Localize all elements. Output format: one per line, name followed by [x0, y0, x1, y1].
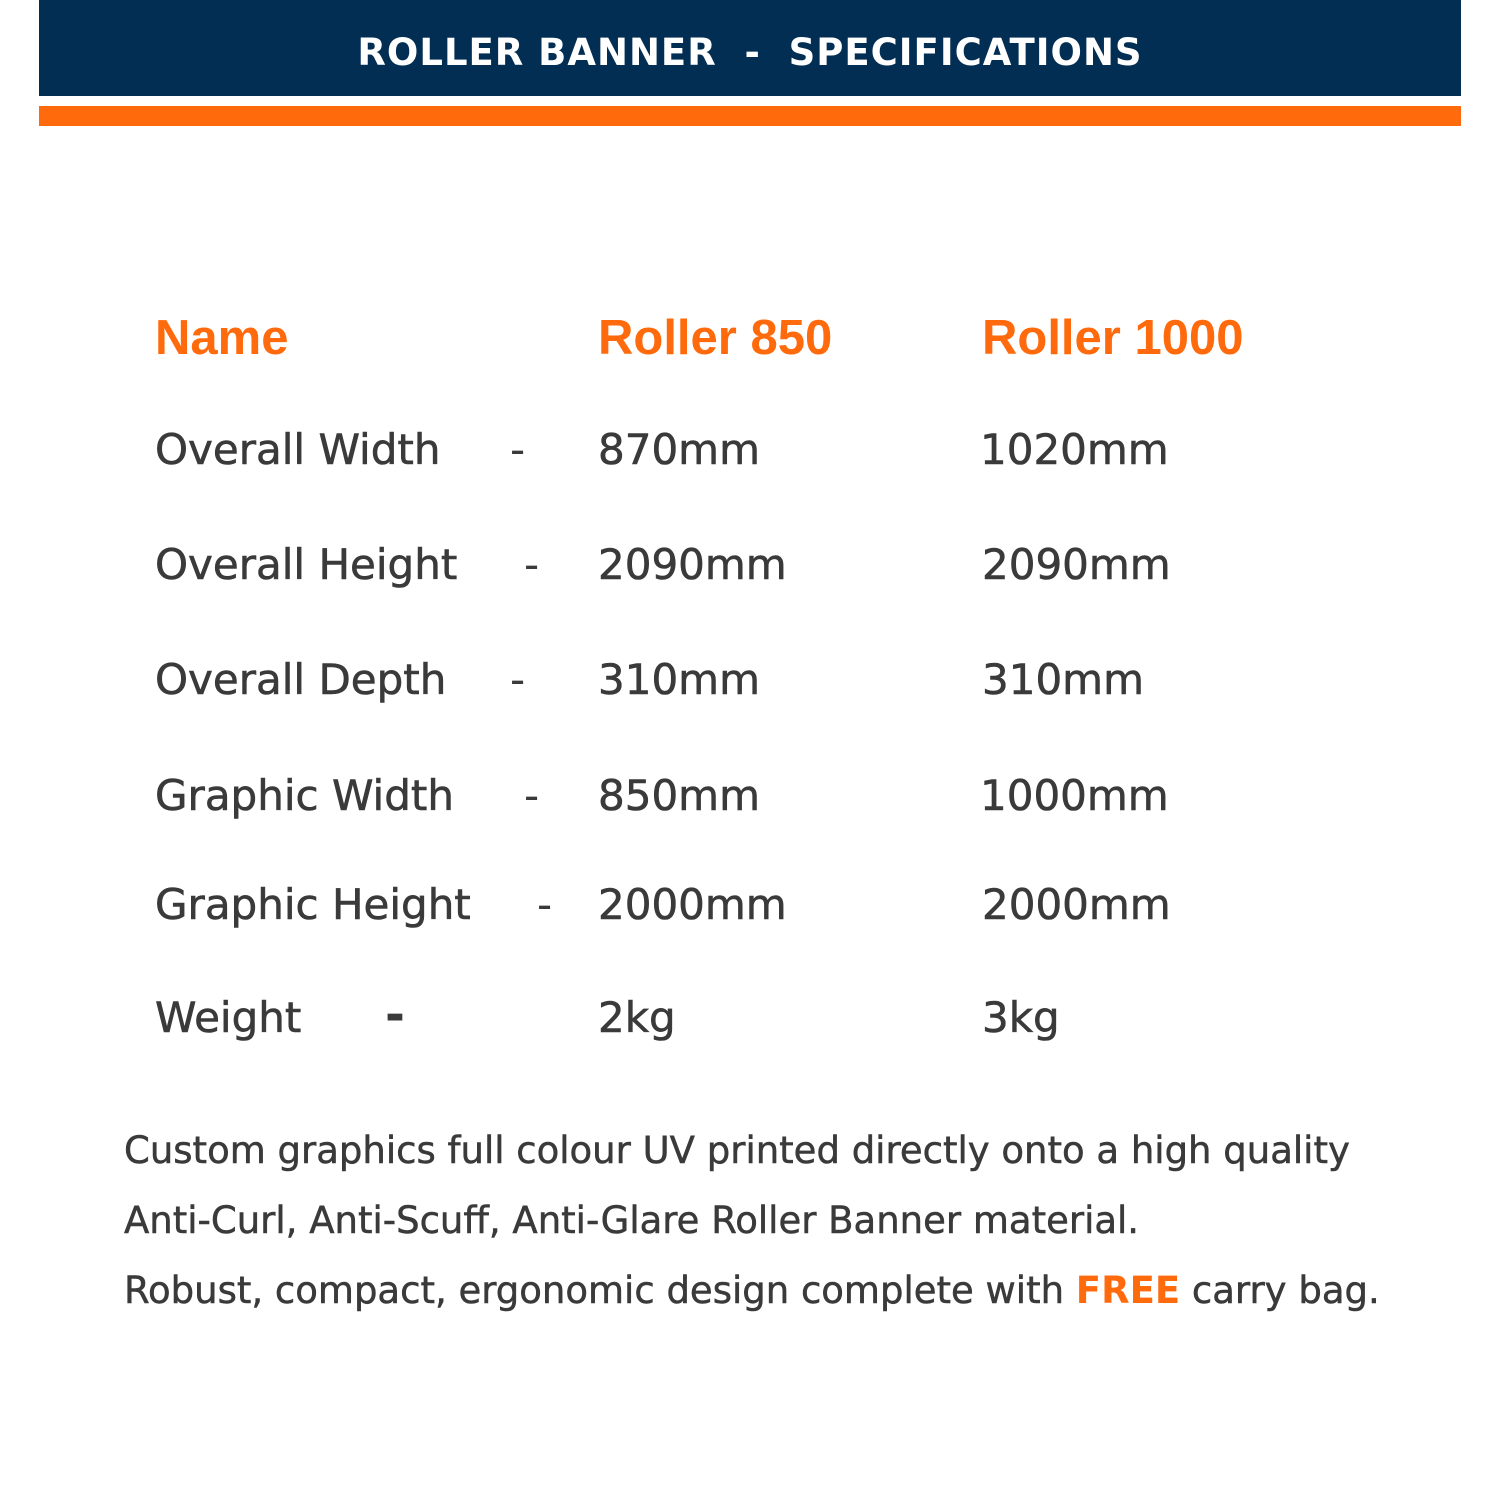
value-roller-1000-graphic-height: 2000mm	[982, 880, 1171, 929]
value-roller-1000-overall-width: 1020mm	[980, 425, 1169, 474]
column-header-roller-850: Roller 850	[598, 311, 833, 365]
row-separator: -	[537, 880, 553, 929]
description-line-3	[124, 1269, 1380, 1312]
row-separator: -	[510, 655, 526, 704]
description-line-3-text: Robust, compact, ergonomic design complete with	[124, 1269, 1076, 1312]
row-separator: -	[524, 540, 540, 589]
value-roller-1000-overall-depth: 310mm	[982, 655, 1144, 704]
description-line-2: Anti-Curl, Anti-Scuff, Anti-Glare Roller Banner material.	[124, 1199, 1140, 1242]
value-roller-1000-weight: 3kg	[982, 993, 1060, 1042]
row-label-graphic-width: Graphic Width	[155, 771, 454, 820]
header-banner	[39, 0, 1461, 96]
row-label-overall-depth: Overall Depth	[155, 655, 447, 704]
description-line-3-end: carry bag.	[1180, 1269, 1380, 1312]
value-roller-850-graphic-height: 2000mm	[598, 880, 787, 929]
value-roller-1000-overall-height: 2090mm	[982, 540, 1171, 589]
column-header-roller-1000: Roller 1000	[982, 311, 1244, 365]
row-label-graphic-height: Graphic Height	[155, 880, 471, 929]
accent-bar	[39, 106, 1461, 126]
value-roller-850-graphic-width: 850mm	[598, 771, 760, 820]
value-roller-850-weight: 2kg	[598, 993, 676, 1042]
row-separator: -	[510, 425, 526, 474]
row-label-overall-width: Overall Width	[155, 425, 441, 474]
column-header-name: Name	[155, 311, 289, 365]
free-highlight: FREE	[1075, 1269, 1181, 1312]
header-divider-gap	[39, 96, 1461, 106]
row-label-weight: Weight	[155, 993, 302, 1042]
value-roller-850-overall-width: 870mm	[598, 425, 760, 474]
row-label-overall-height: Overall Height	[155, 540, 458, 589]
value-roller-850-overall-height: 2090mm	[598, 540, 787, 589]
row-separator: -	[385, 987, 405, 1043]
value-roller-850-overall-depth: 310mm	[598, 655, 760, 704]
value-roller-1000-graphic-width: 1000mm	[980, 771, 1169, 820]
description-line-1: Custom graphics full colour UV printed directly onto a high quality	[124, 1129, 1350, 1172]
page-title: ROLLER BANNER - SPECIFICATIONS	[357, 30, 1143, 74]
row-separator: -	[524, 771, 540, 820]
